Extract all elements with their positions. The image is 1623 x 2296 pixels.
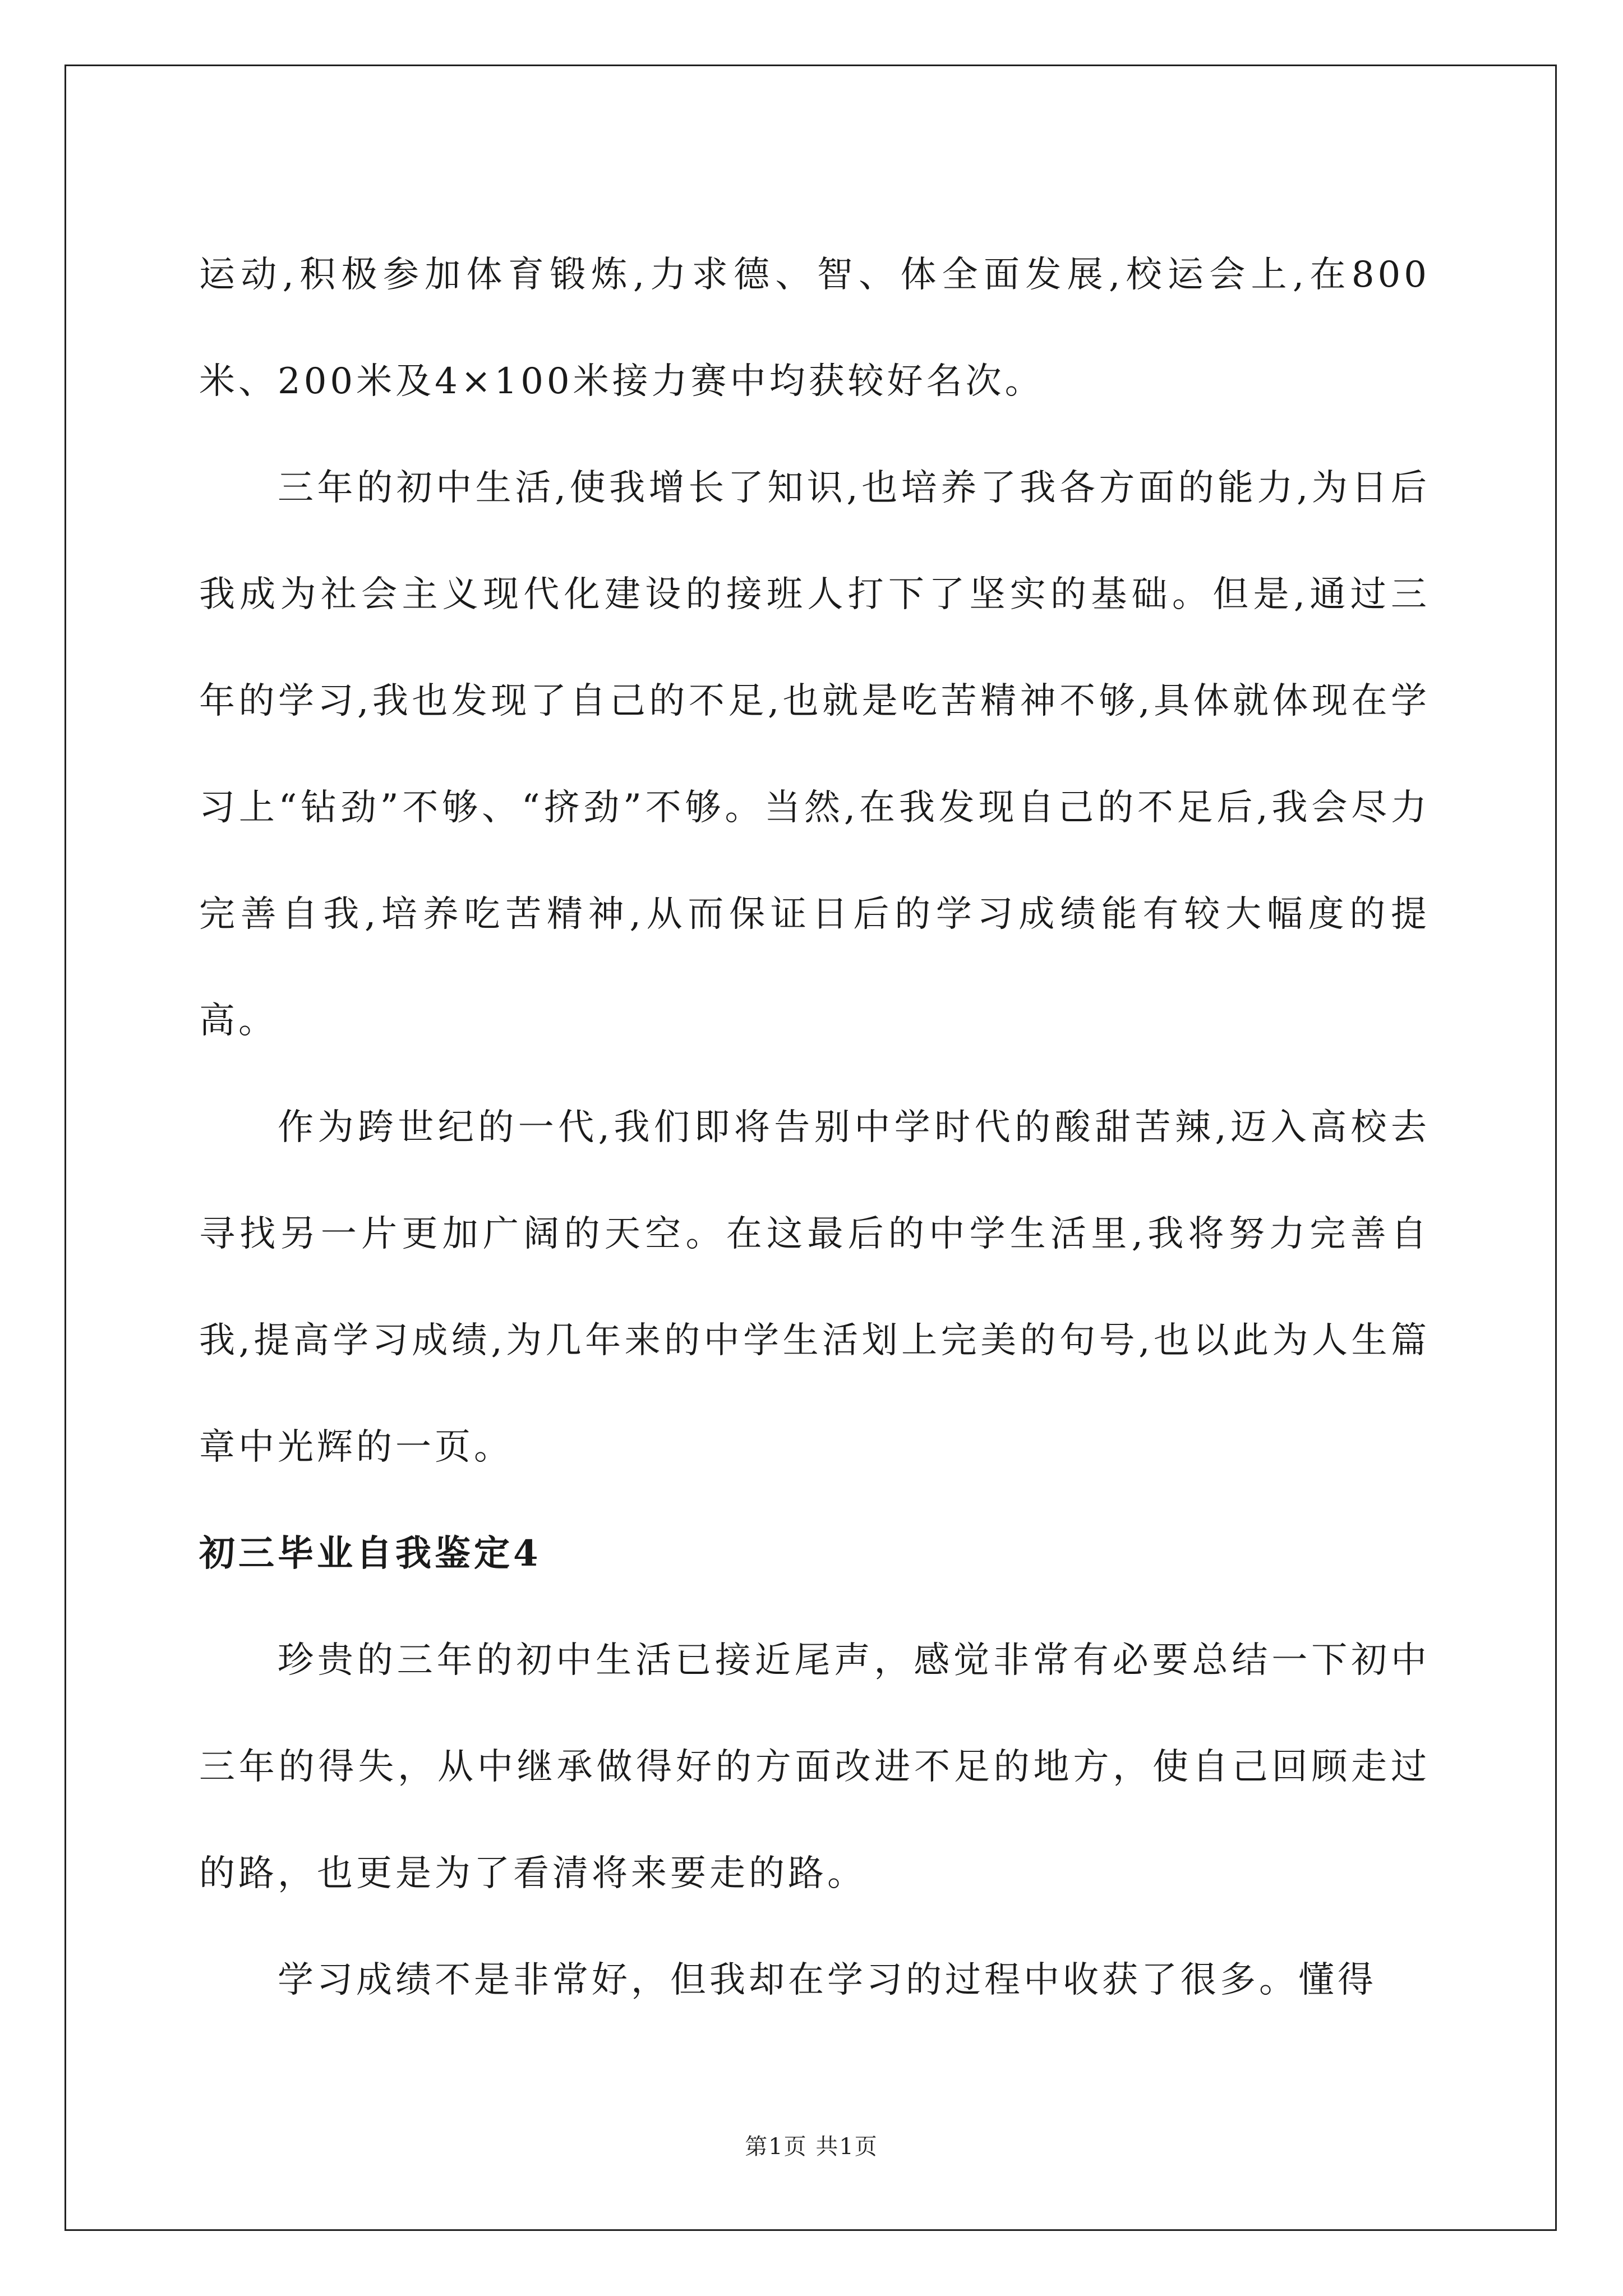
paragraph-precious-years: 珍贵的三年的初中生活已接近尾声，感觉非常有必要总结一下初中三年的得失，从中继承做得好的方面改进不足的地方，使自己回顾走过的路，也更是为了看清将来要走的路。 xyxy=(199,1640,1430,1894)
paragraph-grades: 学习成绩不是非常好，但我却在学习的过程中收获了很多。懂得 xyxy=(278,1959,1377,2001)
paragraph-new-century: 作为跨世纪的一代,我们即将告别中学时代的酸甜苦辣,迈入高校去寻找另一片更加广阔的天空。在这最后的中学生活里,我将努力完善自我,提高学习成绩,为几年来的中学生活划上完美的句号,也以此为人生篇章中光辉的一页。 xyxy=(199,1107,1430,1468)
paragraph-three-years: 三年的初中生活,使我增长了知识,也培养了我各方面的能力,为日后我成为社会主义现代化建设的接班人打下了坚实的基础。但是,通过三年的学习,我也发现了自己的不足,也就是吃苦精神不够,具体就体现在学习上“钻劲”不够、“挤劲”不够。当然,在我发现自己的不足后,我会尽力完善自我,培养吃苦精神,从而保证日后的学习成绩能有较大幅度的提高。 xyxy=(199,467,1430,1042)
page-number-footer: 第1页 共1页 xyxy=(745,2134,878,2160)
section-heading: 初三毕业自我鉴定4 xyxy=(199,1533,542,1575)
paragraph-sports: 运动,积极参加体育锻炼,力求德、智、体全面发展,校运会上,在800米、200米及4×100米接力赛中均获较好名次。 xyxy=(199,254,1430,402)
document-body xyxy=(199,222,1430,2033)
